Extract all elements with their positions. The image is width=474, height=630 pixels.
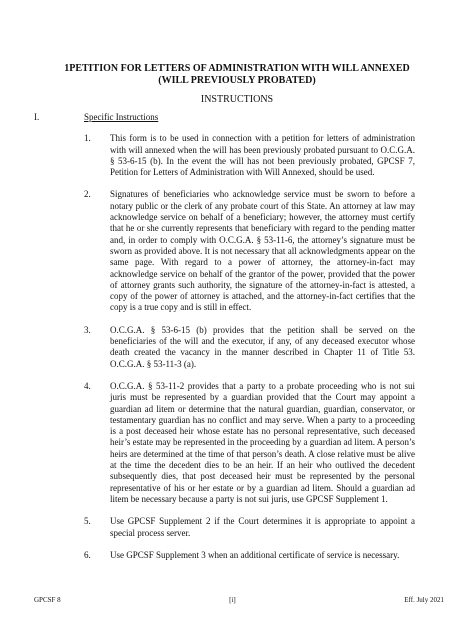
instruction-item	[84, 133, 444, 178]
item-text: Signatures of beneficiaries who acknowledge service must be sworn to before a notary public or the clerk of any probate court of this State. An attorney at law may acknowledge service on behalf of a beneficiary; however, the attorney must certify that he or she currently represents that beneficiary with regard to the pending matter and, in order to comply with O.C.G.A. § 53-11-6, the attorney’s signature must be sworn as provided above. It is not necessary that all acknowledgments appear on the same page. With regard to a power of attorney, the attorney-in-fact may acknowledge service on behalf of the grantor of the power, provided that the power of attorney grants such authority, the signature of the attorney-in-fact is attested, a copy of the power of attorney is attached, and the attorney-in-fact certifies that the copy is a true copy and is still in effect.	[110, 189, 415, 313]
footer-form-id: GPCSF 8	[34, 596, 61, 604]
item-number: 6.	[84, 549, 91, 560]
instruction-item	[84, 550, 444, 561]
item-number: 5.	[84, 516, 91, 527]
instructions-heading: INSTRUCTIONS	[200, 94, 274, 105]
item-text: Use GPCSF Supplement 3 when an additional certificate of service is necessary.	[110, 549, 400, 560]
item-number: 1.	[84, 133, 91, 144]
footer-page-number: [i]	[229, 596, 236, 604]
item-text: O.C.G.A. § 53-6-15 (b) provides that the petition shall be served on the beneficiaries of the will and the executor, if any, of any deceased executor whose death created the vacancy in the manner described in Chapter 11 of Title 53. O.C.G.A. § 53-11-3 (a).	[110, 324, 415, 369]
section-number: I.	[34, 112, 40, 122]
instruction-item	[84, 189, 444, 313]
instruction-item	[84, 516, 444, 539]
specific-instructions-section	[34, 112, 444, 572]
title-line-1: 1PETITION FOR LETTERS OF ADMINISTRATION WITH WILL ANNEXED	[64, 63, 410, 74]
item-number: 3.	[84, 324, 91, 335]
title-line-2: (WILL PREVIOUSLY PROBATED)	[158, 75, 316, 86]
item-text: Use GPCSF Supplement 2 if the Court determines it is appropriate to appoint a special process server.	[110, 516, 415, 538]
page-footer	[34, 596, 444, 604]
section-heading	[34, 112, 444, 123]
instruction-item	[84, 381, 444, 505]
document-title	[0, 63, 474, 87]
section-title: Specific Instructions	[84, 112, 159, 122]
item-number: 4.	[84, 380, 91, 391]
item-number: 2.	[84, 189, 91, 200]
instruction-item	[84, 325, 444, 370]
footer-effective-date: Eff. July 2021	[404, 596, 444, 604]
item-text: O.C.G.A. § 53-11-2 provides that a party to a probate proceeding who is not sui juris must be represented by a guardian provided that the Court may appoint a guardian ad litem or determine that the natural guardian, guardian, conservator, or testamentary guardian has no conflict and may serve. When a party to a proceeding is a post deceased heir whose estate has no personal representative, such deceased heir’s estate may be represented in the proceeding by a guardian ad litem. A person’s heirs are determined at the time of that person’s death. A close relative must be alive at the time the decedent dies to be an heir. If an heir who outlived the decedent subsequently dies, that post deceased heir must be represented by the personal representative of his or her estate or by a guardian ad litem. Should a guardian ad litem be necessary because a party is not sui juris, use GPCSF Supplement 1.	[110, 380, 415, 504]
item-text: This form is to be used in connection with a petition for letters of administration with will annexed when the will has been previously probated pursuant to O.C.G.A. § 53-6-15 (b). In the event the will has not been previously probated, GPCSF 7, Petition for Letters of Administration with Will Annexed, should be used.	[110, 133, 415, 178]
